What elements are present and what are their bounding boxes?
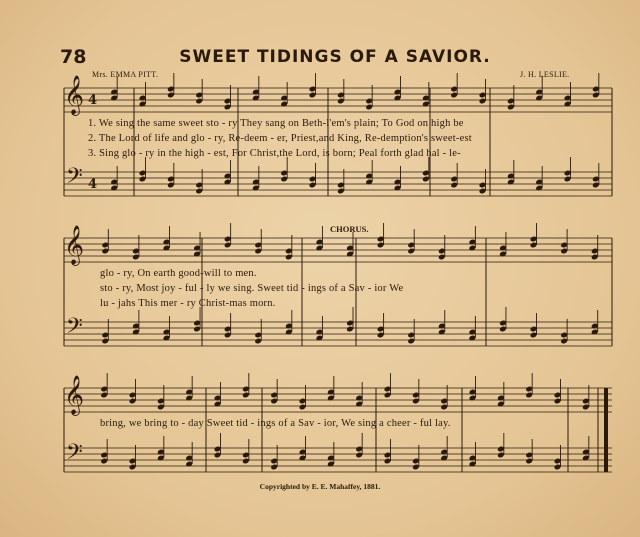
- bass-clef-icon: 𝄢: [66, 164, 83, 194]
- lyricist-credit: Mrs. EMMA PITT.: [92, 70, 159, 79]
- page-number: 78: [60, 46, 87, 68]
- composer-credit: J. H. LESLIE.: [520, 70, 570, 79]
- bass-clef-icon: 𝄢: [66, 314, 83, 344]
- system2-verse1: glo - ry, On earth good-will to men.: [100, 268, 257, 279]
- time-signature: 4: [88, 93, 98, 108]
- treble-clef-icon: 𝄞: [64, 375, 85, 415]
- chorus-label: CHORUS.: [330, 224, 369, 234]
- bass-clef-icon: 𝄢: [66, 440, 83, 470]
- treble-clef-icon: 𝄞: [64, 75, 85, 115]
- system1-verse1: 1. We sing the same sweet sto - ry They sang on Beth-l'em's plain; To God on high be: [88, 118, 464, 129]
- final-barline: [604, 388, 608, 472]
- system2-verse2: sto - ry, Most joy - ful - ly we sing. Sweet tid - ings of a Sav - ior We: [100, 283, 404, 294]
- system1-verse3: 3. Sing glo - ry in the high - est, For Christ,the Lord, is born; Peal forth glad hal - le-: [88, 148, 461, 159]
- copyright-notice: Copyrighted by E. E. Mahaffey, 1881.: [259, 482, 381, 491]
- system3-chorus-line: bring, we bring to - day Sweet tid - ings of a Sav - ior, We sing a cheer - ful lay.: [100, 418, 451, 429]
- hymn-title-text: SWEET TIDINGS OF A SAVIOR.: [179, 47, 491, 67]
- time-signature: 4: [88, 177, 98, 192]
- treble-clef-icon: 𝄞: [64, 225, 85, 265]
- system2-verse3: lu - jahs This mer - ry Christ-mas morn.: [100, 298, 276, 309]
- system1-verse2: 2. The Lord of life and glo - ry, Re-deem - er, Priest,and King, Re-demption's sweet-est: [88, 133, 472, 144]
